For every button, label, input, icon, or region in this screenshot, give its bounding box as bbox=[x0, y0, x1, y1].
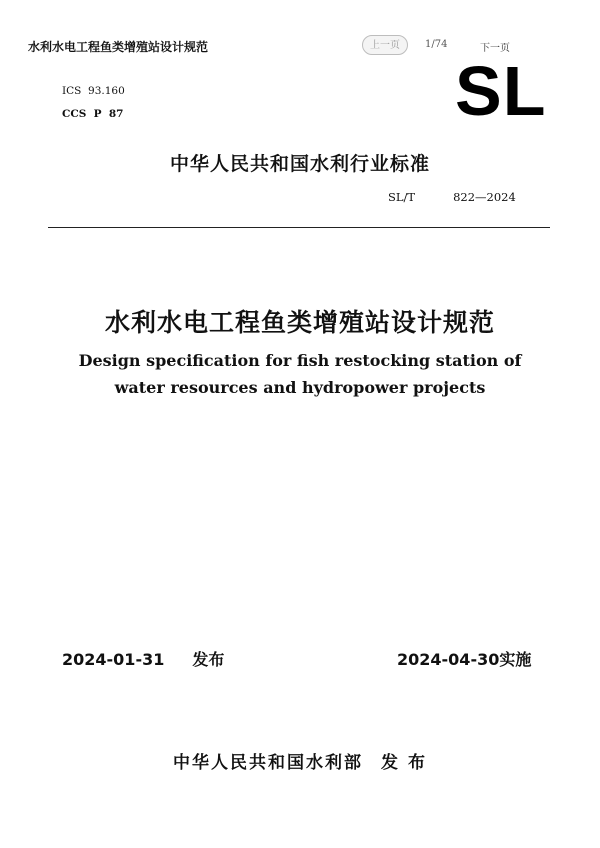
document-title-en-line1: Design specification for fish restocking station of bbox=[78, 351, 522, 370]
issuer-name: 中华人民共和国水利部 bbox=[173, 753, 364, 773]
prev-page-button[interactable]: 上一页 bbox=[362, 35, 408, 55]
ccs-code: CCS P 87 bbox=[62, 108, 124, 120]
document-name: 水利水电工程鱼类增殖站设计规范 bbox=[28, 40, 209, 54]
header-divider bbox=[48, 227, 550, 228]
standard-code bbox=[388, 190, 516, 204]
sl-logo: SL bbox=[455, 52, 547, 130]
standard-category-title: 中华人民共和国水利行业标准 bbox=[169, 153, 430, 175]
effective-date: 2024-04-30实施 bbox=[397, 650, 532, 669]
issue-label: 发布 bbox=[192, 650, 225, 669]
issuer-block bbox=[0, 748, 600, 773]
issuer-label: 发 布 bbox=[381, 753, 427, 773]
standard-code-prefix: SL/T bbox=[388, 190, 416, 204]
document-title-en-line2: water resources and hydropower projects bbox=[114, 378, 486, 397]
document-title-cn: 水利水电工程鱼类增殖站设计规范 bbox=[104, 308, 495, 337]
page-indicator: 1/74 bbox=[425, 39, 448, 50]
ics-code: ICS 93.160 bbox=[62, 85, 125, 97]
next-page-button[interactable]: 下一页 bbox=[480, 43, 510, 54]
issue-date-block bbox=[62, 647, 224, 670]
viewer-toolbar bbox=[0, 0, 600, 60]
issue-date: 2024-01-31 bbox=[62, 650, 165, 669]
standard-code-number: 822—2024 bbox=[453, 190, 516, 204]
